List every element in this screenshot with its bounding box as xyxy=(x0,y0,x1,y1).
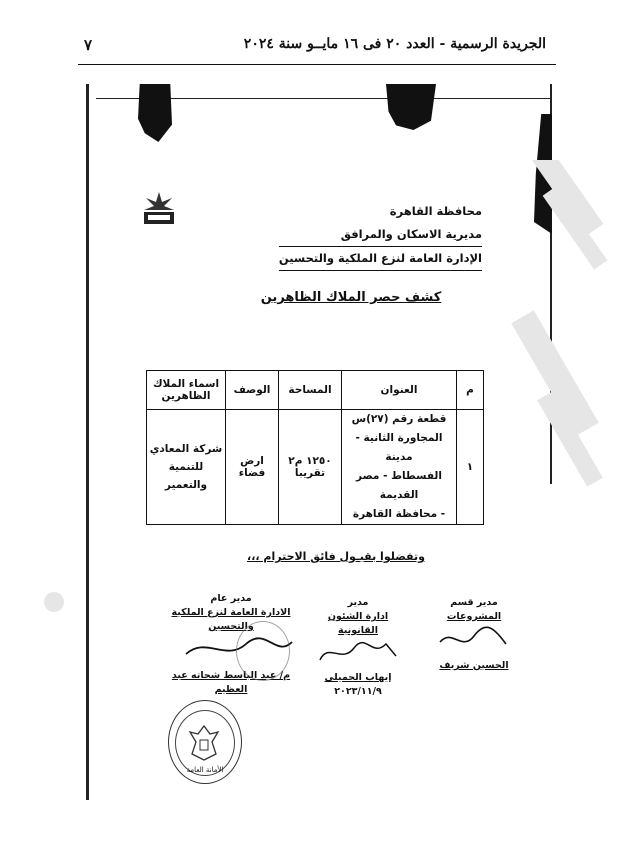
row-address xyxy=(342,410,457,525)
eagle-emblem-icon xyxy=(188,724,220,762)
table-header-row xyxy=(147,371,484,410)
department-name: الإدارة العامة لنزع الملكية والتحسين xyxy=(279,247,482,271)
signatory-subtitle: ادارة الشئون القانونية xyxy=(327,611,389,636)
row-owners: شركة المعادي للتنمية والتعمير xyxy=(147,410,226,525)
handwritten-signature xyxy=(434,624,514,654)
column-header: الوصف xyxy=(226,371,279,410)
signatory-subtitle: الادارة العامة لنزع الملكية والتحسين xyxy=(171,607,291,632)
directorate-name: مديرية الاسكان والمرافق xyxy=(279,223,482,247)
gazette-header xyxy=(78,36,556,58)
agency-block xyxy=(279,200,482,271)
signatory-subtitle: المشروعات xyxy=(446,611,502,622)
signature-date: ٢٠٢٣/١١/٩ xyxy=(334,686,382,697)
owners-table xyxy=(146,370,484,525)
official-stamp-small xyxy=(236,621,290,681)
row-number: ١ xyxy=(457,410,484,525)
signatory-name: م/ عبد الباسط شحاته عبد العظيم xyxy=(171,670,291,695)
signatory-name: الحسين شريف xyxy=(439,660,509,671)
binding-mark xyxy=(386,84,436,130)
signature-legal-director xyxy=(308,596,408,699)
governorate-logo xyxy=(142,190,176,226)
address-line: - محافظة القاهرة xyxy=(352,508,446,520)
watermark-dot xyxy=(44,592,64,612)
scan-edge-left xyxy=(86,84,89,800)
page-number: ٧ xyxy=(84,36,93,54)
signatory-title: مدير عام xyxy=(210,593,252,604)
stamp-caption: الأمانة العامة xyxy=(186,766,224,774)
column-header: اسماء الملاك الظاهرين xyxy=(147,371,226,410)
signatory-title: مدير xyxy=(347,597,369,608)
row-area: ١٢٥٠ م٢ تقريبا xyxy=(279,410,342,525)
column-header: المساحة xyxy=(279,371,342,410)
document-title: كشف حصر الملاك الظاهرين xyxy=(260,290,442,305)
column-header: م xyxy=(457,371,484,410)
address-line: قطعة رقم (٢٧)س xyxy=(351,413,447,425)
signatory-title: مدير قسم xyxy=(450,597,498,608)
table-row xyxy=(147,410,484,525)
gazette-title: الجريدة الرسمية - العدد ٢٠ فى ١٦ مايــو سنة ٢٠٢٤ xyxy=(243,36,546,52)
address-line: الفسطاط - مصر القديمة xyxy=(356,470,442,501)
column-header: العنوان xyxy=(342,371,457,410)
closing-salutation: وتفضلوا بقبـول فائق الاحترام ،،، xyxy=(247,550,425,563)
row-description: ارض فضاء xyxy=(226,410,279,525)
header-divider xyxy=(78,64,556,65)
address-line: المجاورة الثانية - مدينة xyxy=(355,432,443,463)
governorate-name: محافظة القاهرة xyxy=(389,204,482,218)
handwritten-signature xyxy=(308,638,408,666)
binding-mark xyxy=(138,84,172,142)
watermark xyxy=(470,160,633,580)
signature-section-head xyxy=(434,596,514,673)
signatory-name: إيهاب الحميلي xyxy=(324,672,392,683)
